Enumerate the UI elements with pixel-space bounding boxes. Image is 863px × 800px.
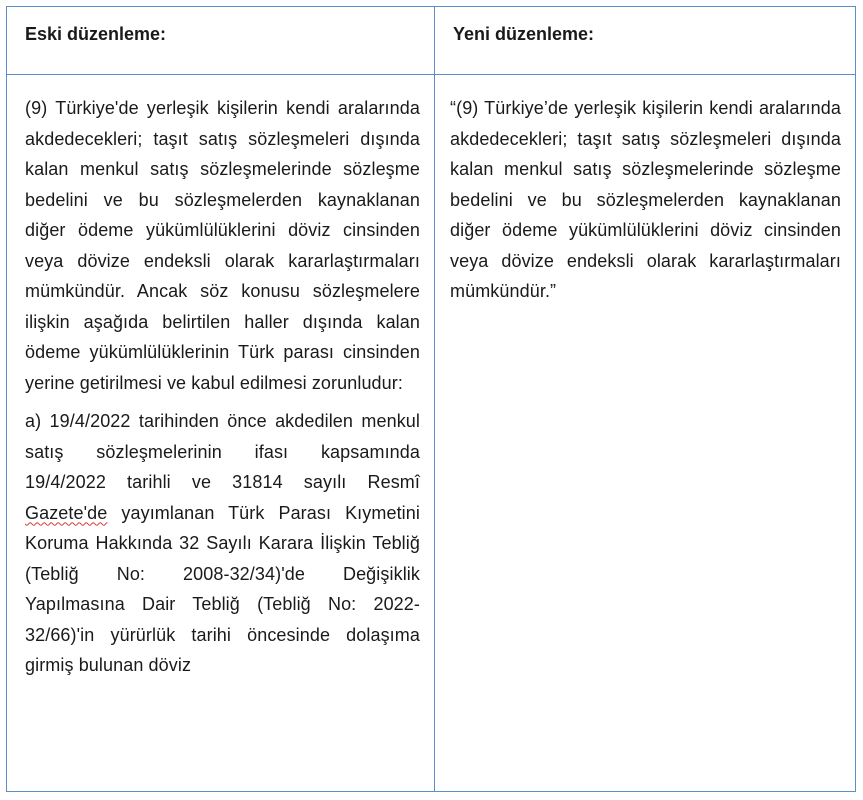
new-text-cell	[435, 75, 855, 791]
old-paragraph-2	[25, 406, 420, 681]
spellcheck-flagged-word: Gazete'de	[25, 502, 108, 523]
old-paragraph-2-part-2: yayımlanan Türk Parası Kıymetini Koruma Hakkında 32 Sayılı Karara İlişkin Tebliğ (Tebliğ No: 2008-32/34)'de Değişiklik Yapılmasına Dair Tebliğ (Tebliğ No: 2022-32/66)'in yürürlük tarihi öncesinde dolaşıma girmiş bulunan döviz	[25, 502, 420, 675]
old-paragraph-2-part-1: a) 19/4/2022 tarihinden önce akdedilen menkul satış sözleşmelerinin ifası kapsamında 19/4/2022 tarihli ve 31814 sayılı Resmî	[25, 411, 420, 492]
header-old: Eski düzenleme:	[25, 24, 167, 44]
old-text-cell	[7, 75, 435, 791]
comparison-table	[6, 6, 856, 792]
old-paragraph-1: (9) Türkiye'de yerleşik kişilerin kendi aralarında akdedecekleri; taşıt satış sözleşmeleri dışında kalan menkul satış sözleşmelerinde sözleşme bedelini ve bu sözleşmelerden kaynaklanan diğer ödeme yükümlülüklerini döviz cinsinden veya dövize endeksli olarak kararlaştırmaları mümkündür. Ancak söz konusu sözleşmelere ilişkin aşağıda belirtilen haller dışında kalan ödeme yükümlülüklerinin Türk parası cinsinden yerine getirilmesi ve kabul edilmesi zorunludur:	[25, 98, 420, 393]
header-old-cell	[7, 7, 435, 75]
header-new-cell	[435, 7, 855, 75]
new-paragraph-1: “(9) Türkiye’de yerleşik kişilerin kendi aralarında akdedecekleri; taşıt satış sözleşmeleri dışında kalan menkul satış sözleşmelerinde sözleşme bedelini ve bu sözleşmelerden kaynaklanan diğer ödeme yükümlülüklerini döviz cinsinden veya dövize endeksli olarak kararlaştırmaları mümkündür.”	[450, 98, 841, 301]
header-new: Yeni düzenleme:	[453, 24, 595, 44]
